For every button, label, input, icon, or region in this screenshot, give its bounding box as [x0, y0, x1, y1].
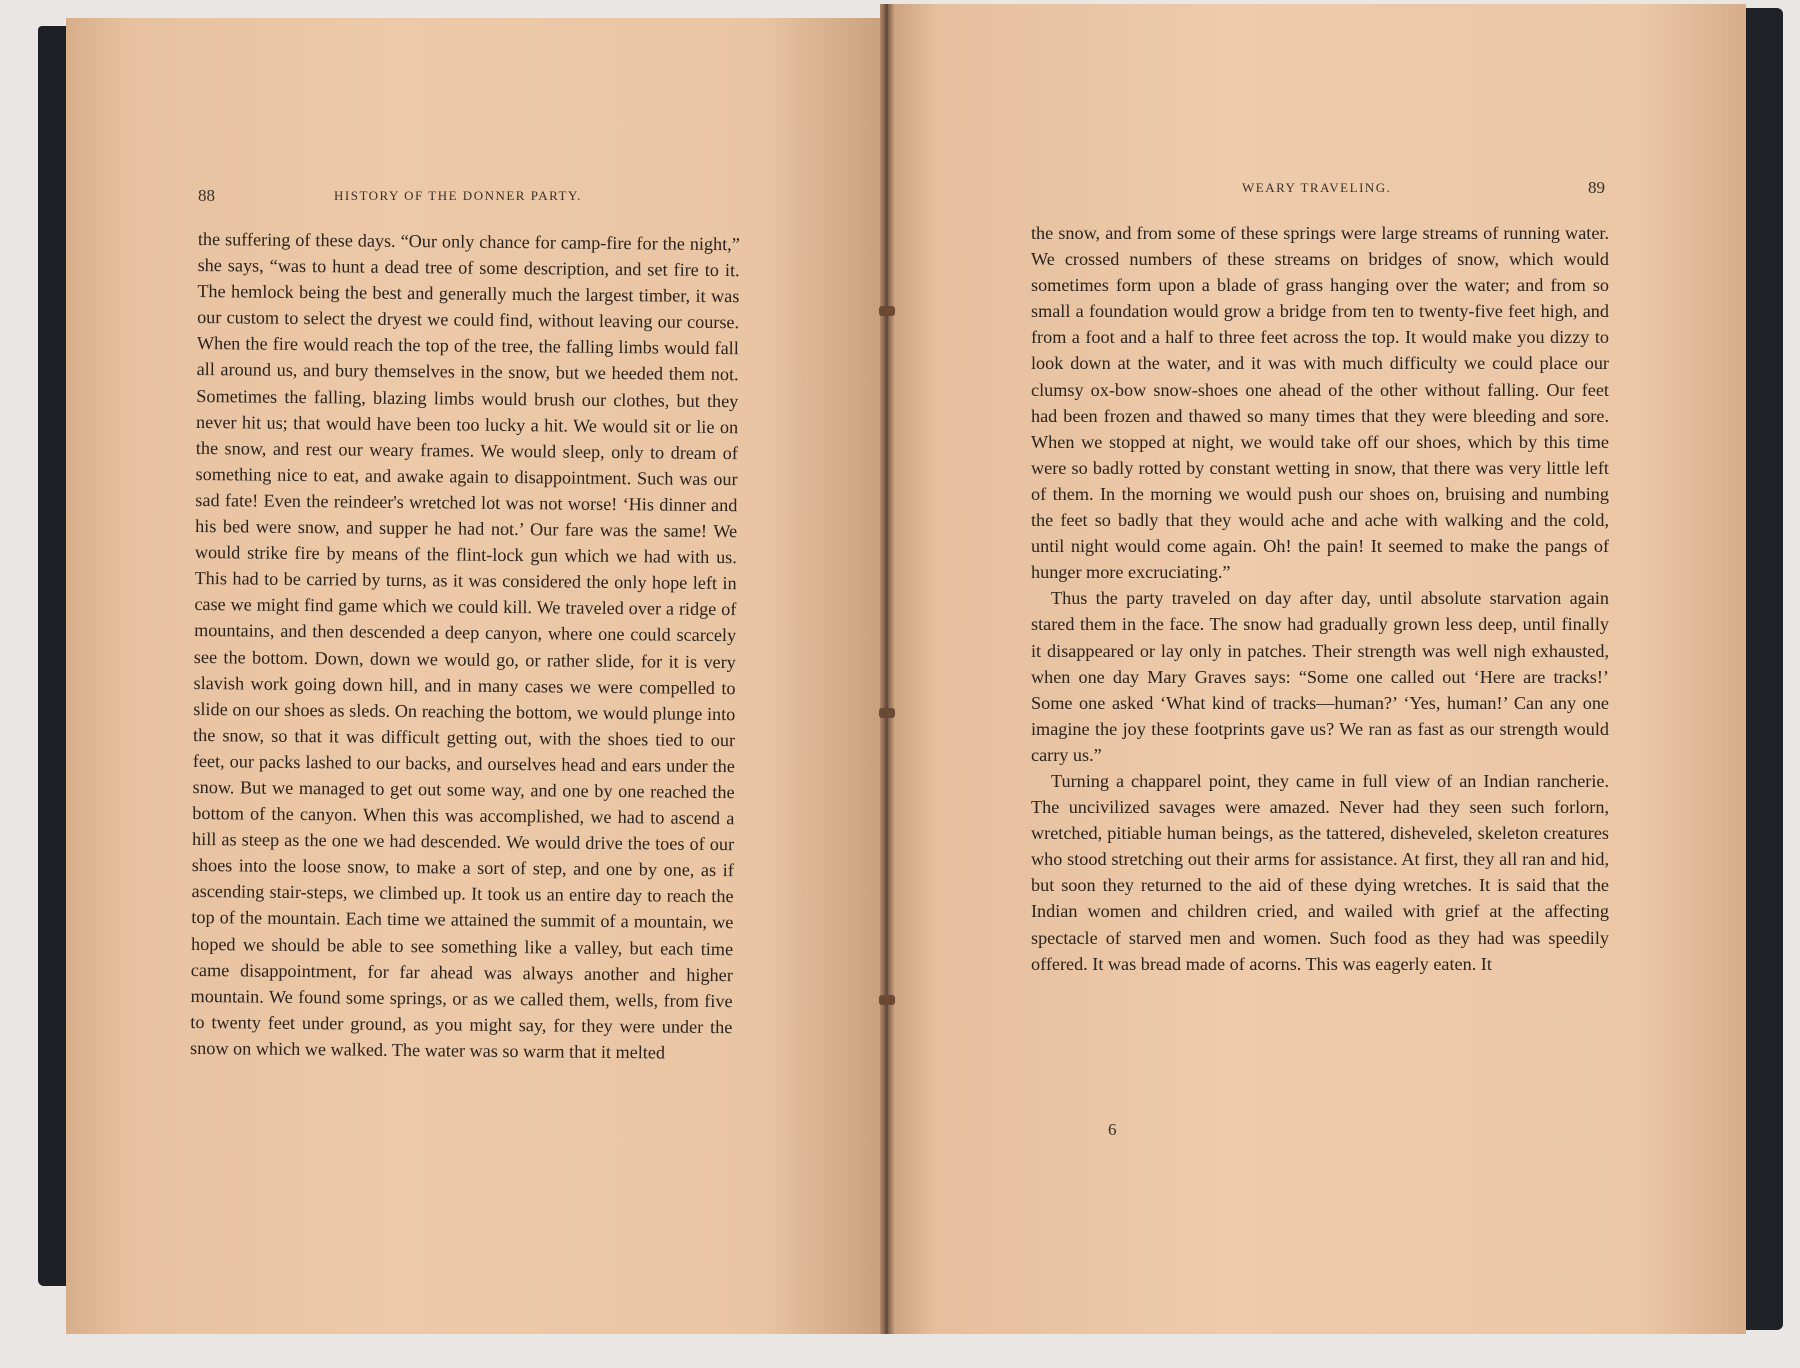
book-gutter	[880, 4, 894, 1334]
book-cover-right	[1745, 8, 1783, 1330]
right-page-text	[1031, 220, 1609, 977]
paragraph: Turning a chapparel point, they came in full view of an Indian rancherie. The uncivilized savages were amazed. Never had they seen such forlorn, wretched, pitiable human beings, as the tattered, disheveled, skeleton creatures who stood stretching out their arms for assistance. At first, they all ran and hid, but soon they returned to the aid of these dying wretches. It is said that the Indian women and children cried, and wailed with grief at the affecting spectacle of starved men and women. Such food as they had was speedily offered. It was bread made of acorns. This was eagerly eaten. It	[1031, 770, 1609, 974]
binding-stitch	[879, 995, 895, 1005]
running-head-left: HISTORY OF THE DONNER PARTY.	[334, 188, 582, 203]
binding-stitch	[879, 708, 895, 718]
binding-stitch	[879, 306, 895, 316]
page-number-left: 88	[198, 186, 215, 205]
paragraph: the snow, and from some of these springs were large streams of running water. We crossed numbers of these streams on bridges of snow, which would sometimes form upon a blade of grass hanging over the water; and from so small a foundation would grow a bridge from ten to twenty-five feet high, and from a foot and a half to three feet across the top. It would make you dizzy to look down at the water, and it was with much difficulty we could place our clumsy ox-bow snow-shoes one ahead of the other without falling. Our feet had been frozen and thawed so many times that they were bleeding and sore. When we stopped at night, we would take off our shoes, which by this time were so badly rotted by constant wetting in snow, that there was very little left of them. In the morning we would push our shoes on, bruising and numbing the feet so badly that they would ache and ache with walking and the cold, until night would come again. Oh! the pain! It seemed to make the pangs of hunger more excruciating.”	[1031, 223, 1609, 583]
left-page	[66, 18, 886, 1334]
paragraph: the suffering of these days. “Our only chance for camp-fire for the night,” she says, “was to hunt a dead tree of some description, and set fire to it. The hemlock being the best and generally much the largest timber, it was our custom to select the dryest we could find, without leaving our course. When the fire would reach the top of the tree, the falling limbs would fall all around us, and bury themselves in the snow, but we heeded them not. Sometimes the falling, blazing limbs would brush our clothes, but they never hit us; that would have been too lucky a hit. We would sit or lie on the snow, and rest our weary frames. We would sleep, only to dream of something nice to eat, and awake again to disappointment. Such was our sad fate! Even the reindeer's wretched lot was not worse! ‘His dinner and his bed were snow, and supper he had not.’ Our fare was the same! We would strike fire by means of the flint-lock gun which we had with us. This had to be carried by turns, as it was considered the only hope left in case we might find game which we could kill. We traveled over a ridge of mountains, and then descended a deep canyon, where one could scarcely see the bottom. Down, down we would go, or rather slide, for it is very slavish work going down hill, and in many cases we were compelled to slide on our shoes as sleds. On reaching the bottom, we would plunge into the snow, so that it was difficult getting out, with the shoes tied to our feet, our packs lashed to our backs, and ourselves head and ears under the snow. But we managed to get out some way, and one by one reached the bottom of the canyon. When this was accomplished, we had to ascend a hill as steep as the one we had descended. We would drive the toes of our shoes into the loose snow, to make a sort of step, and one by one, as if ascending stair-steps, we climbed up. It took us an entire day to reach the top of the mountain. Each time we attained the summit of a mountain, we hoped we should be able to see something like a valley, but each time came disappointment, for far ahead was always another and higher mountain. We found some springs, or as we called them, wells, from five to twenty feet under ground, as you might say, for they were under the snow on which we walked. The water was so warm that it melted	[190, 228, 740, 1063]
page-number-right: 89	[1588, 178, 1605, 197]
signature-mark: 6	[1108, 1120, 1117, 1139]
right-page	[886, 4, 1746, 1334]
running-head-right: WEARY TRAVELING.	[1242, 180, 1392, 195]
left-page-text	[190, 226, 740, 1066]
paragraph: Thus the party traveled on day after day, until absolute starvation again stared them in the face. The snow had gradually grown less deep, until finally it disappeared or lay only in patches. Their strength was well nigh exhausted, when one day Mary Graves says: “Some one called out ‘Here are tracks!’ Some one asked ‘What kind of tracks—human?’ ‘Yes, human!’ Can any one imagine the joy these footprints gave us? We ran as fast as our strength would carry us.”	[1031, 588, 1609, 765]
